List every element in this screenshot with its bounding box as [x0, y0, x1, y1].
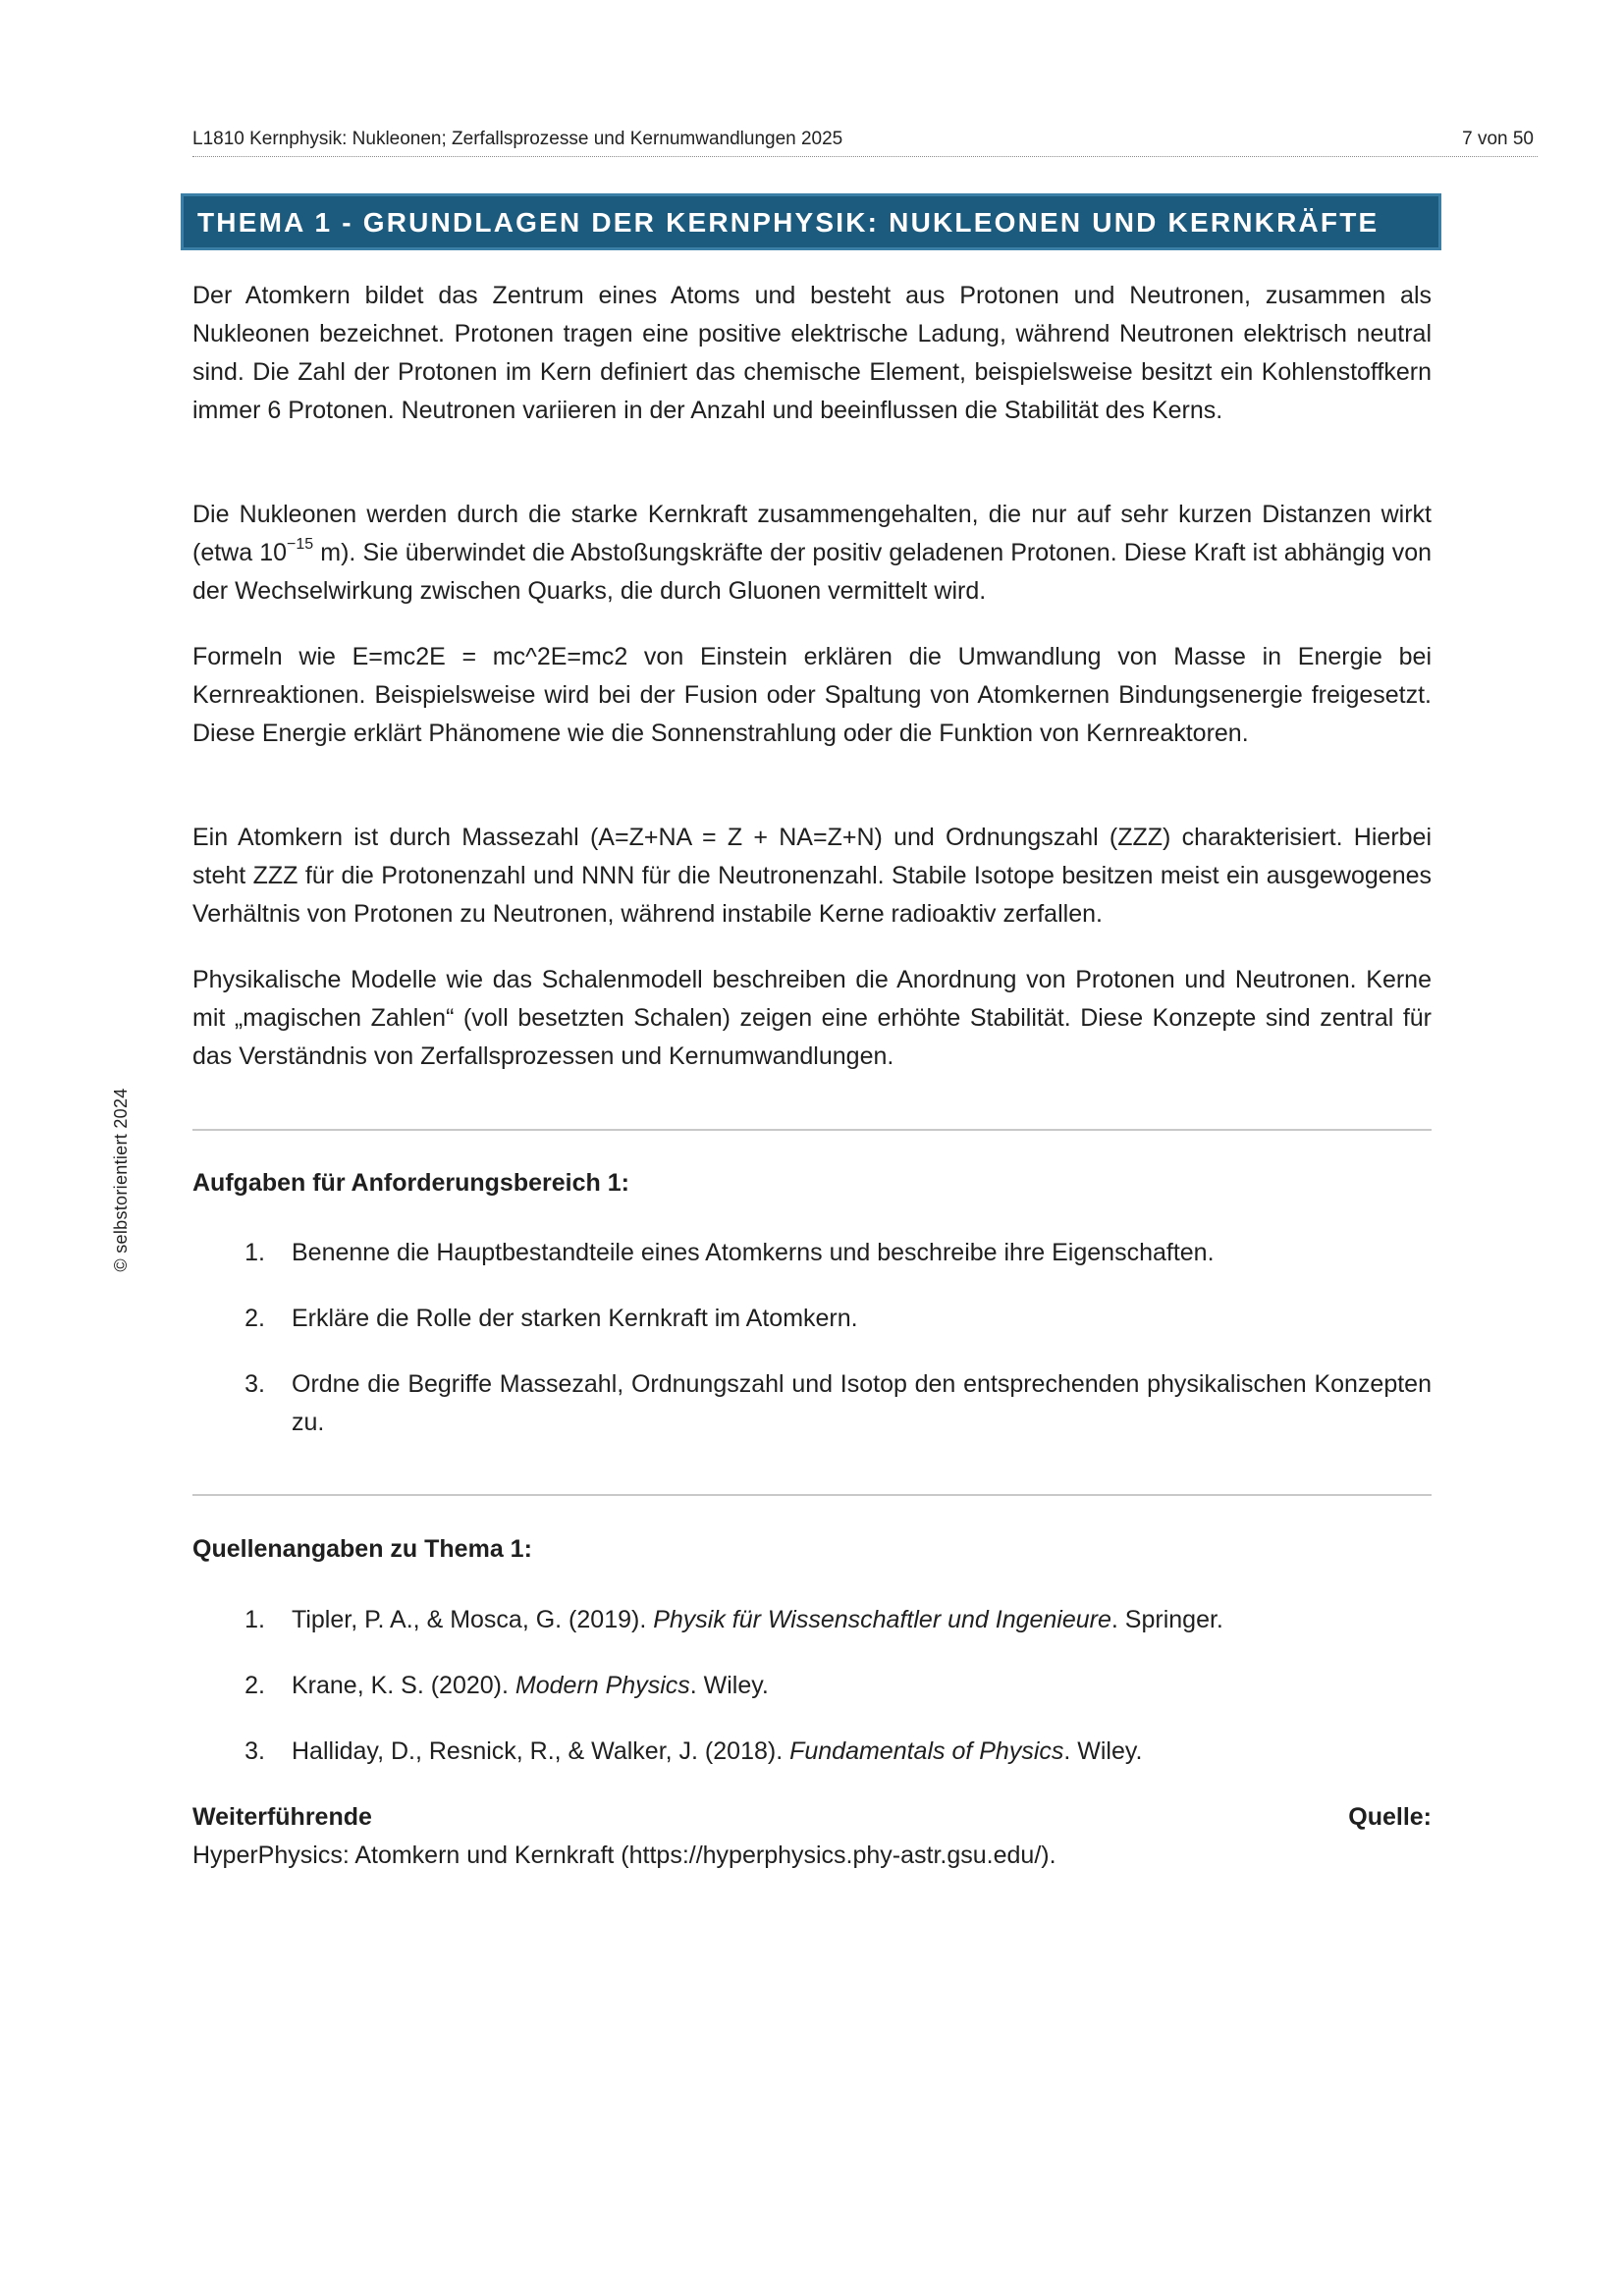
topic-title: THEMA 1 - GRUNDLAGEN DER KERNPHYSIK: NUKLEONEN UND KERNKRÄFTE: [197, 207, 1380, 238]
source-authors: Halliday, D., Resnick, R., & Walker, J. (2018).: [292, 1737, 790, 1765]
source-text: [292, 1667, 1432, 1705]
paragraph-text: Der Atomkern bildet das Zentrum eines Atoms und besteht aus Protonen und Neutronen, zusammen als Nukleonen bezeichnet. Protonen tragen eine positive elektrische Ladung, während Neutronen elektrisch neutral sind. Die Zahl der Protonen im Kern definiert das chemische Element, beispielsweise besitzt ein Kohlenstoffkern immer 6 Protonen. Neutronen variieren in der Anzahl und beeinflussen die Stabilität des Kerns.: [192, 282, 1432, 424]
source-number: 1.: [244, 1606, 265, 1633]
task-text: Ordne die Begriffe Massezahl, Ordnungszahl und Isotop den entsprechenden physikalischen Konzepten zu.: [292, 1370, 1432, 1436]
paragraph-mass-energy: [192, 638, 1432, 753]
task-text: Erkläre die Rolle der starken Kernkraft im Atomkern.: [292, 1305, 858, 1332]
source-authors: Tipler, P. A., & Mosca, G. (2019).: [292, 1606, 654, 1633]
tasks-heading: Aufgaben für Anforderungsbereich 1:: [192, 1169, 629, 1197]
paragraph-text: Formeln wie E=mc2E = mc^2E=mc2 von Einstein erklären die Umwandlung von Masse in Energie bei Kernreaktionen. Beispielsweise wird bei der Fusion oder Spaltung von Atomkernen Bindungsenergie freigesetzt. Diese Energie erklärt Phänomene wie die Sonnenstrahlung oder die Funktion von Kernreaktoren.: [192, 643, 1432, 747]
paragraph-shell-model: [192, 961, 1432, 1076]
sources-heading: Quellenangaben zu Thema 1:: [192, 1535, 532, 1563]
copyright-note: © selbstorientiert 2024: [111, 1088, 131, 1272]
paragraph-text: [192, 496, 1432, 611]
section-divider: [192, 1129, 1432, 1131]
source-item: [242, 1667, 1432, 1705]
task-item: [242, 1300, 1432, 1338]
paragraph-mass-number: [192, 819, 1432, 934]
task-item: [242, 1365, 1432, 1442]
page-number: 7 von 50: [1462, 129, 1534, 149]
source-title: Physik für Wissenschaftler und Ingenieure: [653, 1606, 1111, 1633]
paragraph-text-part: m). Sie überwindet die Abstoßungskräfte der positiv geladenen Protonen. Diese Kraft ist abhängig von der Wechselwirkung zwischen Quarks, die durch Gluonen vermittelt wird.: [192, 539, 1433, 605]
source-authors: Krane, K. S. (2020).: [292, 1672, 515, 1699]
paragraph-text-part: Die Nukleonen werden durch die starke Kernkraft zusammengehalten, die nur auf sehr kurzen Distanzen wirkt (etwa 10: [192, 501, 1432, 566]
further-source-label-row: [192, 1798, 1432, 1837]
paragraph-nucleons: [192, 277, 1432, 430]
task-item: [242, 1234, 1432, 1272]
source-title: Fundamentals of Physics: [789, 1737, 1064, 1765]
task-text: Benenne die Hauptbestandteile eines Atomkerns und beschreibe ihre Eigenschaften.: [292, 1239, 1215, 1266]
further-label-right: Quelle:: [1348, 1803, 1432, 1831]
further-source-text: HyperPhysics: Atomkern und Kernkraft (https://hyperphysics.phy-astr.gsu.edu/).: [192, 1842, 1056, 1869]
page-header: [192, 129, 1538, 157]
further-source: [192, 1798, 1432, 1875]
task-number: 2.: [244, 1305, 265, 1332]
document-title: L1810 Kernphysik: Nukleonen; Zerfallsprozesse und Kernumwandlungen 2025: [192, 129, 843, 149]
paragraph-strong-force: [192, 496, 1432, 611]
topic-banner: [181, 193, 1441, 250]
source-item: [242, 1601, 1432, 1639]
source-publisher: . Wiley.: [1063, 1737, 1143, 1765]
source-text: [292, 1601, 1432, 1639]
source-text: [292, 1733, 1432, 1771]
source-publisher: . Springer.: [1110, 1606, 1223, 1633]
source-number: 3.: [244, 1737, 265, 1765]
task-number: 3.: [244, 1370, 265, 1398]
source-item: [242, 1733, 1432, 1771]
paragraph-text: Physikalische Modelle wie das Schalenmodell beschreiben die Anordnung von Protonen und Neutronen. Kerne mit „magischen Zahlen“ (voll besetzten Schalen) zeigen eine erhöhte Stabilität. Diese Konzepte sind zentral für das Verständnis von Zerfallsprozessen und Kernumwandlungen.: [192, 966, 1432, 1070]
task-number: 1.: [244, 1239, 265, 1266]
further-label-left: Weiterführende: [192, 1803, 372, 1831]
section-divider: [192, 1494, 1432, 1496]
exponent: −15: [287, 536, 314, 553]
source-number: 2.: [244, 1672, 265, 1699]
source-publisher: . Wiley.: [689, 1672, 769, 1699]
source-title: Modern Physics: [514, 1672, 690, 1699]
paragraph-text: Ein Atomkern ist durch Massezahl (A=Z+NA = Z + NA=Z+N) und Ordnungszahl (ZZZ) charakterisiert. Hierbei steht ZZZ für die Protonenzahl und NNN für die Neutronenzahl. Stabile Isotope besitzen meist ein ausgewogenes Verhältnis von Protonen zu Neutronen, während instabile Kerne radioaktiv zerfallen.: [192, 824, 1432, 928]
